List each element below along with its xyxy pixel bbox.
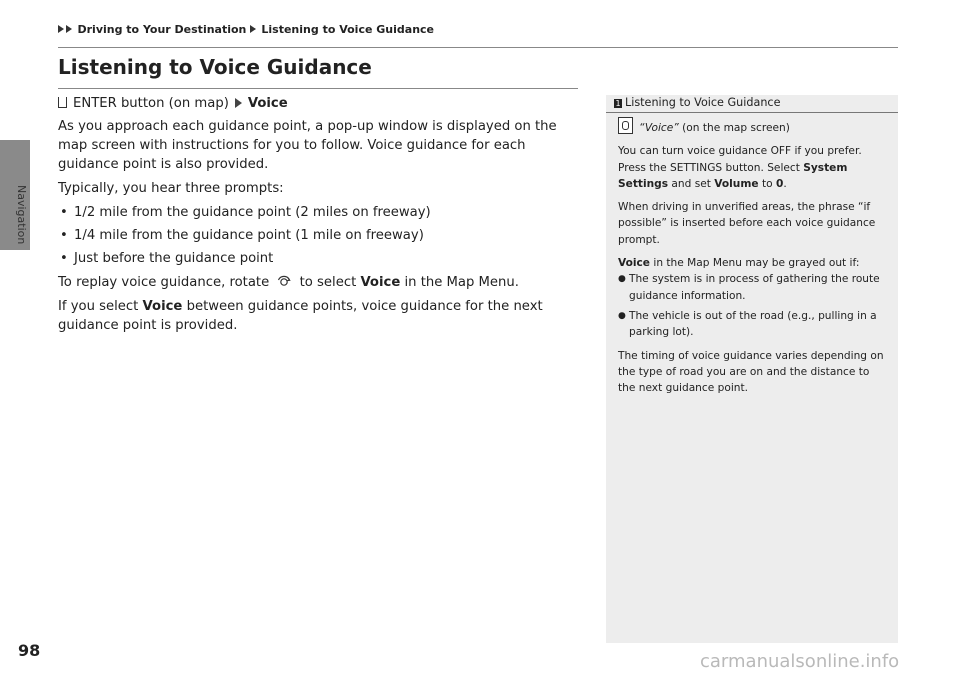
header-divider: [58, 47, 898, 48]
voice-off-paragraph: [618, 143, 890, 192]
list-item: • 1/2 mile from the guidance point (2 miles on freeway): [58, 203, 580, 222]
note-marker-icon: 1: [615, 99, 621, 108]
voice-command-line: [618, 117, 890, 136]
grayed-voice: Voice: [618, 257, 650, 270]
volume-label: Volume: [714, 177, 759, 190]
page-title: Listening to Voice Guidance: [58, 55, 372, 79]
voice-command: “Voice”: [639, 122, 679, 134]
select-voice-paragraph: [58, 297, 580, 335]
off-text-2: and set: [671, 177, 711, 190]
off-text-4: .: [783, 177, 787, 190]
list-item: • Just before the guidance point: [58, 249, 580, 268]
breadcrumb: [58, 23, 434, 36]
replay-text-after: in the Map Menu.: [404, 275, 519, 290]
list-item: ● The system is in process of gathering the route guidance information.: [618, 271, 890, 304]
note-heading: [614, 96, 780, 109]
select-voice-text: If you select: [58, 299, 139, 314]
enter-prefix: ENTER button (on map): [73, 96, 229, 111]
enter-line: [58, 94, 580, 113]
side-note: [606, 95, 898, 643]
off-text-3: to: [761, 177, 773, 190]
off-text: You can turn voice guidance OFF if you prefer. Press the SETTINGS button. Select: [618, 145, 862, 174]
unverified-paragraph: When driving in unverified areas, the phrase “if possible” is inserted before each voice guidance prompt.: [618, 201, 876, 246]
page-number: 98: [18, 641, 41, 660]
watermark: carmanualsonline.info: [700, 651, 900, 672]
arrow-right-icon: [235, 98, 242, 108]
interface-dial-icon: [277, 274, 291, 288]
breadcrumb-arrow-icon: [58, 25, 64, 33]
note-heading-text: Listening to Voice Guidance: [625, 96, 781, 109]
replay-voice: Voice: [360, 275, 401, 290]
typically-paragraph: Typically, you hear three prompts:: [58, 181, 284, 196]
replay-text-middle: to select: [299, 275, 357, 290]
home-icon: [58, 97, 67, 108]
enter-target: Voice: [247, 96, 288, 111]
breadcrumb-item-2: Listening to Voice Guidance: [261, 23, 435, 36]
timing-paragraph: The timing of voice guidance varies depending on the type of road you are on and the distance to the next guidance point.: [618, 349, 884, 395]
breadcrumb-arrow-icon: [250, 25, 256, 33]
main-content: [58, 94, 580, 340]
breadcrumb-arrow-icon: [66, 25, 72, 33]
select-voice-bold: Voice: [142, 299, 183, 314]
list-item: • 1/4 mile from the guidance point (1 mile on freeway): [58, 226, 580, 245]
breadcrumb-item-1[interactable]: Driving to Your Destination: [77, 23, 247, 36]
replay-paragraph: [58, 273, 580, 292]
grayed-list: [618, 271, 890, 340]
prompt-list: [58, 203, 580, 268]
grayed-text: in the Map Menu may be grayed out if:: [653, 257, 860, 270]
volume-value: 0: [775, 177, 784, 190]
side-tab-label: Navigation: [15, 185, 28, 245]
intro-paragraph: As you approach each guidance point, a pop-up window is displayed on the map screen with instructions for you to follow. Voice guidance for each guidance point is also provided.: [58, 119, 557, 172]
select-voice-after: between guidance points, voice guidance for the next guidance point is provided.: [58, 299, 543, 333]
voice-command-icon: [618, 117, 633, 134]
replay-text: To replay voice guidance, rotate: [58, 275, 270, 290]
note-body: [618, 117, 890, 403]
system-settings: System Settings: [618, 161, 848, 190]
list-item: ● The vehicle is out of the road (e.g., pulling in a parking lot).: [618, 308, 890, 341]
title-divider: [58, 88, 578, 89]
note-divider: [606, 112, 898, 113]
grayed-paragraph: [618, 255, 890, 271]
voice-command-suffix: (on the map screen): [682, 122, 790, 134]
